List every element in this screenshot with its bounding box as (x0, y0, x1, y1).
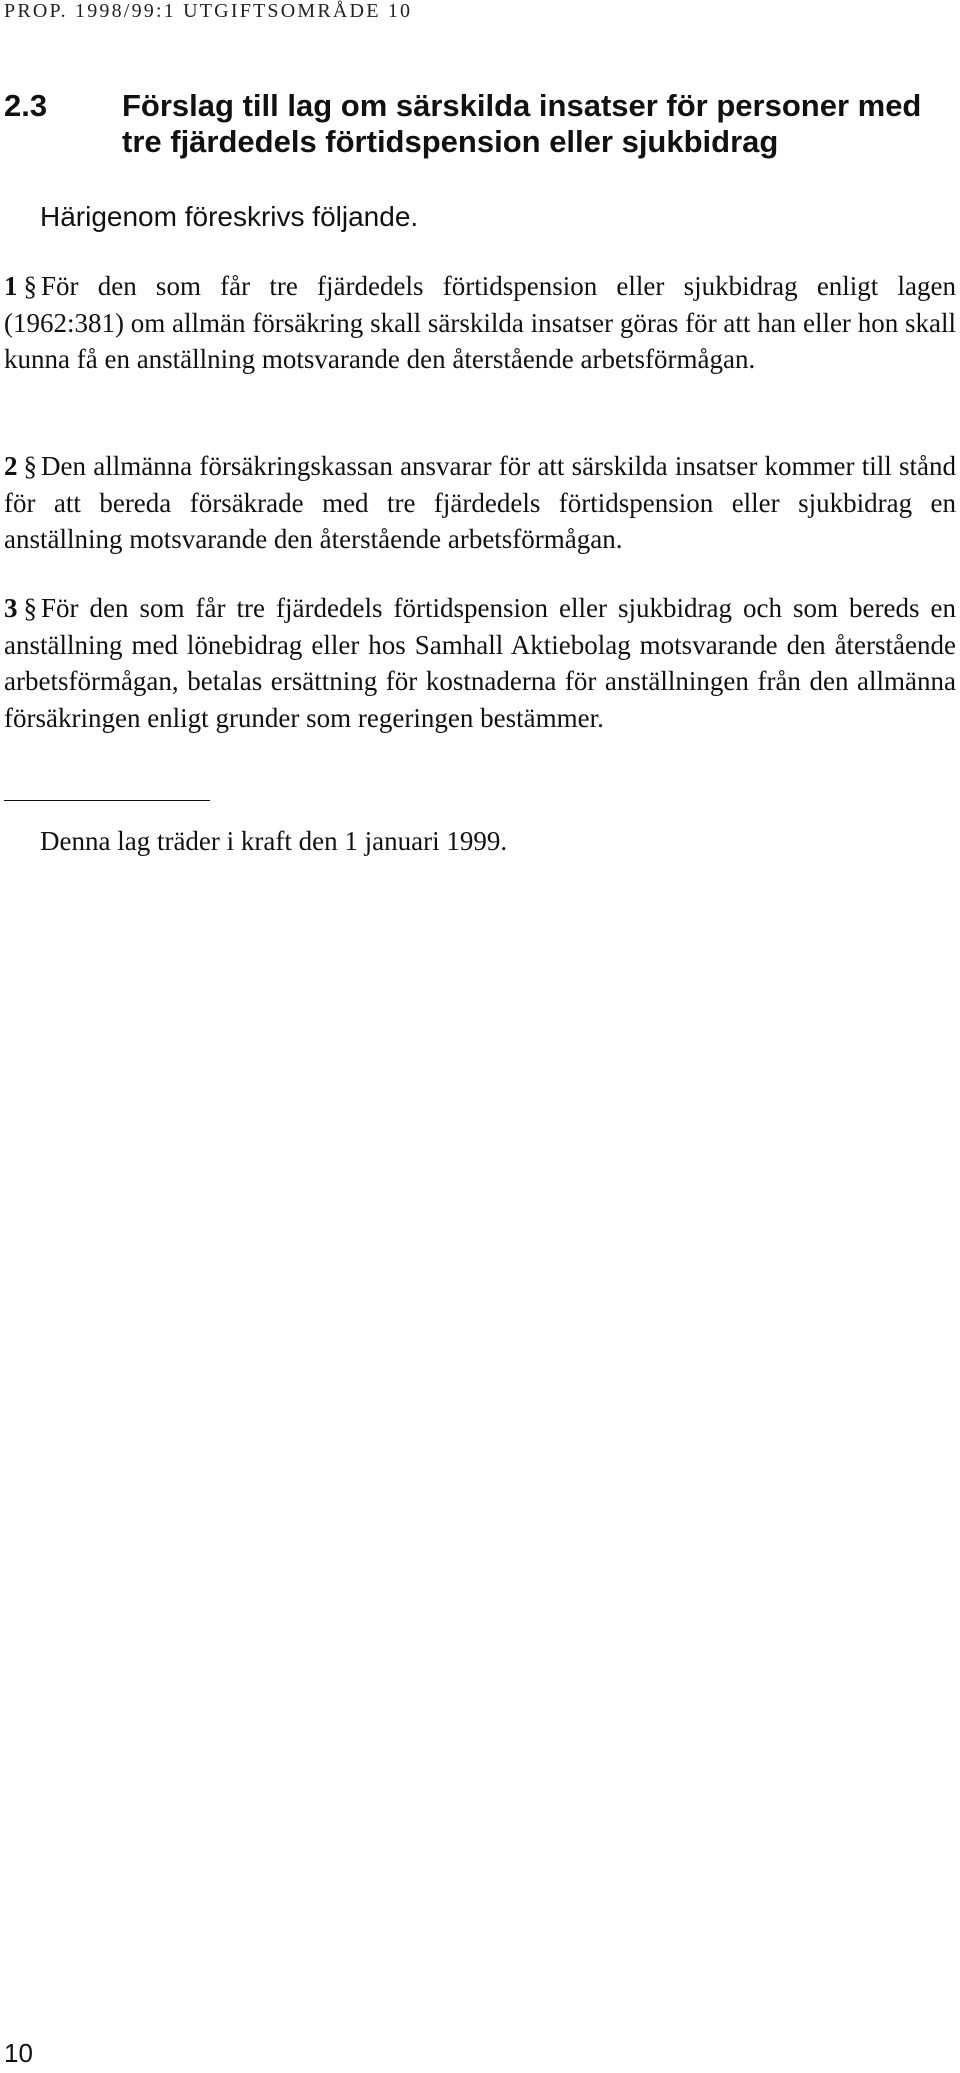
law-paragraph-3 (4, 590, 956, 736)
section-sign: § (23, 451, 37, 481)
section-title: Förslag till lag om särskilda insatser för personer med tre fjärdedels förtidspension eller sjukbidrag (122, 88, 922, 159)
paragraph-number: 2 (4, 451, 18, 481)
paragraph-number: 3 (4, 593, 18, 623)
paragraph-text: Den allmänna försäkringskassan ansvarar för att särskilda insatser kommer till stånd för att bereda försäkrade med tre fjärdedels förtidspension eller sjukbidrag en anställning motsvarande den återstående arbetsförmågan. (4, 451, 956, 554)
entry-into-force: Denna lag träder i kraft den 1 januari 1999. (40, 826, 508, 856)
paragraph-text: För den som får tre fjärdedels förtidspension eller sjukbidrag enligt lagen (1962:381) om allmän försäkring skall särskilda insatser göras för att han eller hon skall kunna få en anställning motsvarande den återstående arbetsförmågan. (4, 271, 956, 374)
separator-rule (4, 800, 210, 801)
paragraph-number: 1 (4, 271, 18, 301)
section-number: 2.3 (4, 88, 48, 123)
intro-text: Härigenom föreskrivs följande. (40, 201, 419, 232)
page-number: 10 (4, 2038, 33, 2068)
section-sign: § (23, 593, 37, 623)
law-paragraph-1 (4, 268, 956, 378)
section-sign: § (23, 271, 37, 301)
running-header: PROP. 1998/99:1 UTGIFTSOMRÅDE 10 (4, 0, 413, 22)
section-heading (4, 88, 944, 160)
law-paragraph-2 (4, 448, 956, 558)
paragraph-text: För den som får tre fjärdedels förtidspension eller sjukbidrag och som bereds en anställning med lönebidrag eller hos Samhall Aktiebolag motsvarande den återstående arbetsförmågan, betalas ersättning för kostnaderna för anställningen från den allmänna försäkringen enligt grunder som regeringen bestämmer. (4, 593, 956, 733)
